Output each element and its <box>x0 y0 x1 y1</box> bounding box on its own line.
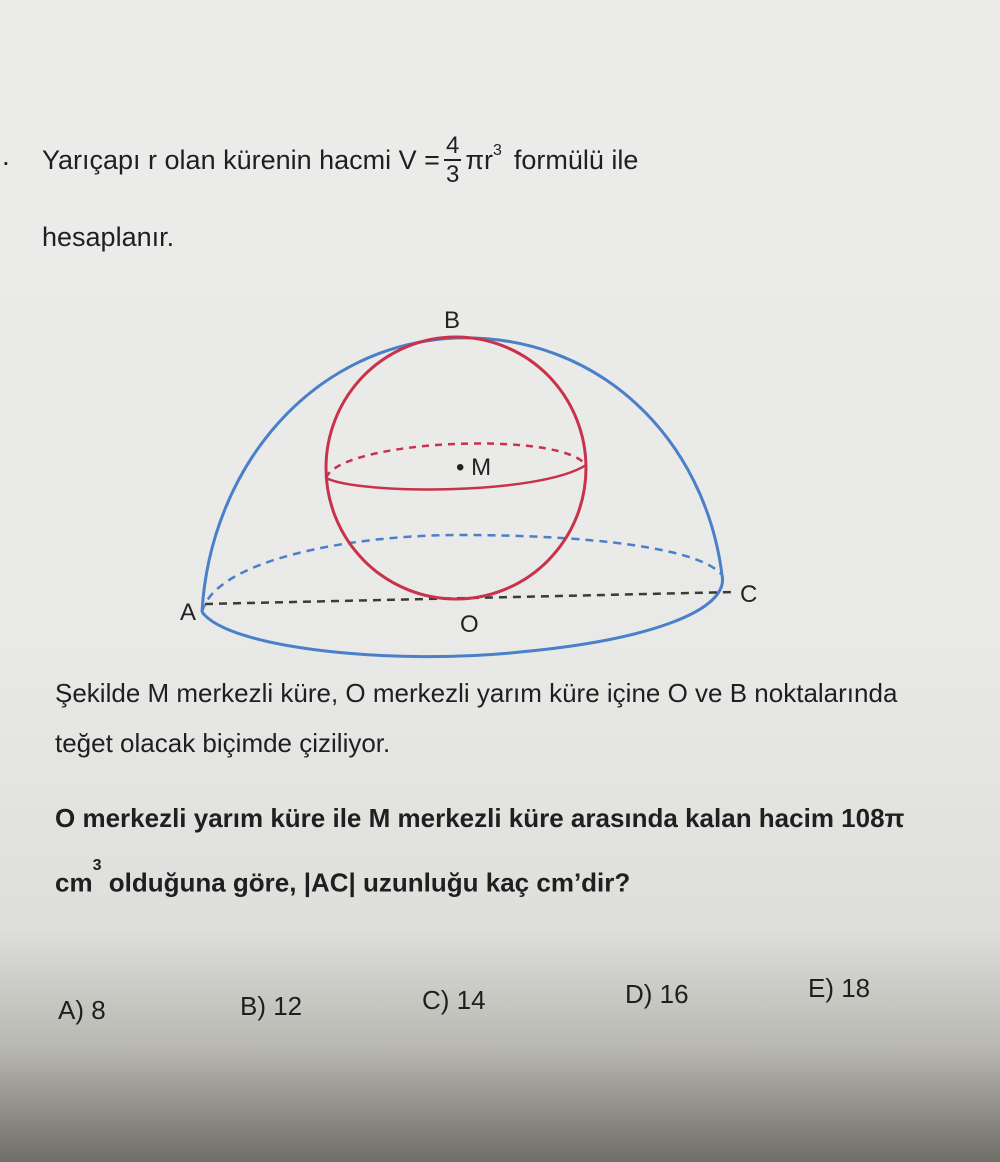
label-c: C <box>740 581 758 608</box>
problem-question <box>55 788 935 913</box>
fraction-numerator: 4 <box>445 132 460 159</box>
formula-line <box>42 134 638 187</box>
hemisphere-diagram <box>0 290 1000 670</box>
question-part-2: olduğuna göre, |AC| uzunluğu kaç cm’dir? <box>101 867 631 898</box>
label-m: • M <box>456 454 492 481</box>
choice-a[interactable]: A) 8 <box>58 995 106 1025</box>
hemisphere-base-back <box>202 535 722 612</box>
fraction <box>444 134 461 187</box>
label-a: A <box>180 599 197 626</box>
formula-suffix: formülü ile <box>513 145 639 175</box>
formula-exponent: 3 <box>492 141 502 159</box>
choice-e[interactable]: E) 18 <box>808 973 871 1003</box>
label-b: B <box>444 307 461 334</box>
intro-text: Yarıçapı r olan kürenin hacmi V = <box>42 145 440 175</box>
problem-description: Şekilde M merkezli küre, O merkezli yarım küre içine O ve B noktalarında teğet olacak biçimde çiziliyor. <box>55 678 898 758</box>
label-o: O <box>460 611 479 638</box>
bullet-mark: . <box>2 140 10 171</box>
question-part-1: O merkezli yarım küre ile M merkezli küre arasında kalan hacim 108π cm <box>55 803 905 898</box>
choice-d[interactable]: D) 16 <box>625 979 689 1009</box>
choice-c[interactable]: C) 14 <box>422 985 486 1015</box>
intro-line-2: hesaplanır. <box>42 222 175 252</box>
answer-choices <box>0 975 1000 1025</box>
choice-b[interactable]: B) 12 <box>240 991 303 1021</box>
question-exponent: 3 <box>92 857 102 874</box>
pi-r: πr <box>465 145 493 175</box>
fraction-denominator: 3 <box>445 161 460 188</box>
